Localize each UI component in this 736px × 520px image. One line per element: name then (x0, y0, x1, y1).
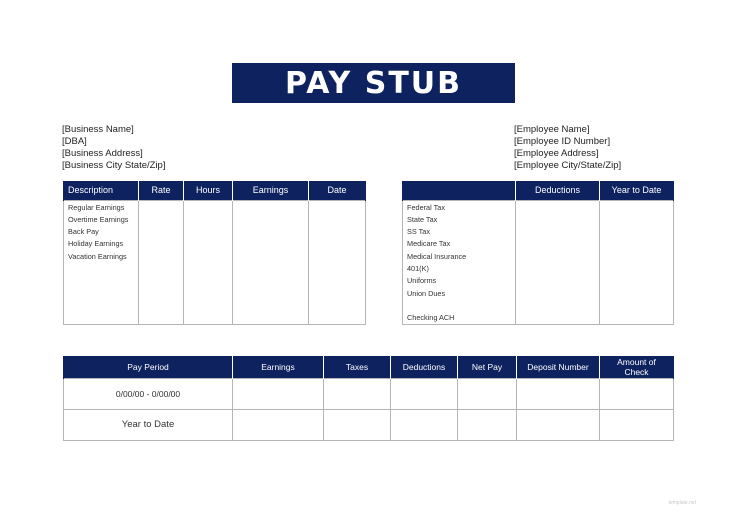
deduction-item-medical-insurance: Medical Insurance (407, 251, 467, 261)
deductions-table (402, 181, 674, 325)
deductions-header-deductions: Deductions (516, 181, 600, 200)
deductions-amount-cell[interactable] (516, 200, 600, 325)
pay-summary-table (63, 356, 674, 441)
earnings-header-description: Description (64, 181, 139, 200)
employee-id: [Employee ID Number] (514, 136, 611, 147)
business-dba: [DBA] (62, 136, 87, 147)
summary-header-net-pay: Net Pay (458, 356, 517, 378)
earnings-item-back-pay: Back Pay (68, 227, 99, 237)
deduction-item-401k: 401(K) (407, 263, 429, 273)
earnings-item-holiday: Holiday Earnings (68, 239, 124, 249)
employee-address: [Employee Address] (514, 148, 599, 159)
summary-ytd-cell[interactable]: Year to Date (64, 409, 233, 440)
deduction-item-ss-tax: SS Tax (407, 227, 430, 237)
earnings-header-rate: Rate (139, 181, 184, 200)
summary-ytd-amount-of-check-cell[interactable] (600, 409, 674, 440)
deductions-header-ytd: Year to Date (600, 181, 674, 200)
earnings-hours-cell[interactable] (184, 200, 233, 324)
summary-ytd-deductions-cell[interactable] (391, 409, 458, 440)
earnings-date-cell[interactable] (309, 200, 366, 324)
summary-period-cell[interactable]: 0/00/00 - 0/00/00 (64, 378, 233, 409)
deductions-header-item (403, 181, 516, 200)
summary-net-pay-cell[interactable] (458, 378, 517, 409)
summary-header-earnings: Earnings (233, 356, 324, 378)
summary-header-deductions: Deductions (391, 356, 458, 378)
summary-header-amount-of-check: Amount of Check (600, 356, 674, 378)
summary-deposit-number-cell[interactable] (517, 378, 600, 409)
employee-info (514, 124, 621, 172)
deduction-item-uniforms: Uniforms (407, 276, 437, 286)
summary-ytd-deposit-number-cell[interactable] (517, 409, 600, 440)
deduction-item-state-tax: State Tax (407, 214, 438, 224)
earnings-description-cell[interactable] (64, 200, 139, 324)
pay-stub-title: PAY STUB (232, 63, 515, 103)
earnings-rate-cell[interactable] (139, 200, 184, 324)
summary-ytd-net-pay-cell[interactable] (458, 409, 517, 440)
summary-header-deposit-number: Deposit Number (517, 356, 600, 378)
deduction-item-medicare-tax: Medicare Tax (407, 239, 451, 249)
business-address: [Business Address] (62, 148, 143, 159)
table-row (64, 378, 674, 409)
summary-ytd-taxes-cell[interactable] (324, 409, 391, 440)
earnings-header-date: Date (309, 181, 366, 200)
earnings-item-overtime: Overtime Earnings (68, 214, 129, 224)
deduction-item-checking-ach: Checking ACH (407, 313, 455, 323)
employee-name: [Employee Name] (514, 124, 590, 135)
summary-earnings-cell[interactable] (233, 378, 324, 409)
employee-city-state-zip: [Employee City/State/Zip] (514, 160, 622, 171)
summary-deductions-cell[interactable] (391, 378, 458, 409)
earnings-item-regular: Regular Earnings (68, 202, 125, 212)
deductions-ytd-cell[interactable] (600, 200, 674, 325)
deduction-item-union-dues: Union Dues (407, 288, 446, 298)
table-row (64, 409, 674, 440)
earnings-item-vacation: Vacation Earnings (68, 251, 127, 261)
watermark: template.net (668, 500, 696, 506)
deductions-item-cell[interactable] (403, 200, 516, 325)
summary-taxes-cell[interactable] (324, 378, 391, 409)
earnings-amount-cell[interactable] (233, 200, 309, 324)
deduction-item-federal-tax: Federal Tax (407, 202, 445, 212)
earnings-header-earnings: Earnings (233, 181, 309, 200)
summary-header-pay-period: Pay Period (64, 356, 233, 378)
business-name: [Business Name] (62, 124, 134, 135)
business-city-state-zip: [Business City State/Zip] (62, 160, 166, 171)
summary-header-taxes: Taxes (324, 356, 391, 378)
summary-amount-of-check-cell[interactable] (600, 378, 674, 409)
earnings-table (63, 181, 366, 325)
earnings-header-hours: Hours (184, 181, 233, 200)
summary-ytd-earnings-cell[interactable] (233, 409, 324, 440)
business-info (62, 124, 165, 172)
